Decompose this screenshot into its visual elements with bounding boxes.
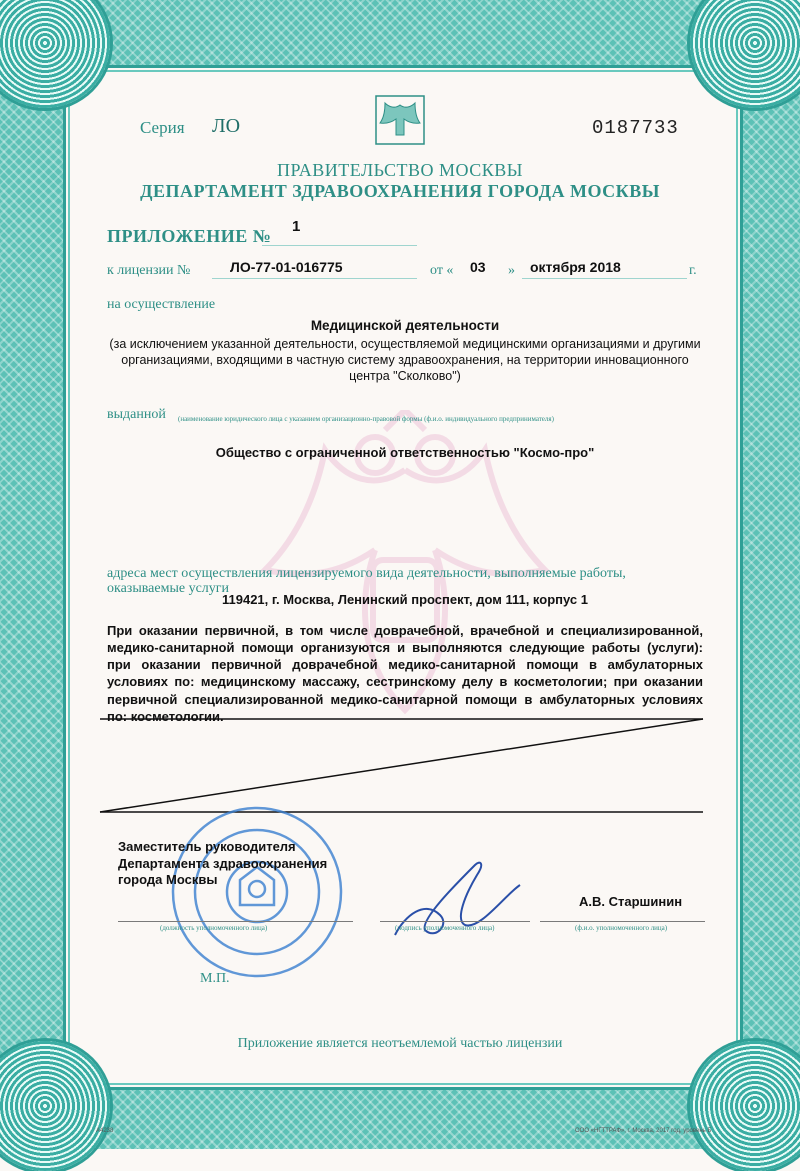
date-day: 03 — [470, 259, 486, 275]
address-label: адреса мест осуществления лицензируемого вида деятельности, выполняемые работы, оказываемые услуги — [107, 566, 626, 597]
date-from-label: от « — [430, 263, 454, 278]
issued-to-label: выданной — [107, 407, 166, 422]
signature-line — [380, 921, 530, 922]
name-line — [540, 921, 705, 922]
appendix-label: ПРИЛОЖЕНИЕ № — [107, 226, 272, 246]
works-list: При оказании первичной, в том числе доврачебной, врачебной и специализированной, медико-санитарной помощи организуются и выполняются следующие работы (услуги): при оказании первичной доврачебной медико-санитарной помощи в амбулаторных условиях по: медицинскому массажу, сестринскому делу в косметологии; при оказании первичной специализированной медико-санитарной помощи в амбулаторных условиях по: косметологии. — [107, 623, 703, 724]
position-line — [118, 921, 353, 922]
activity-label: на осуществление — [107, 297, 216, 312]
issued-to-hint: (наименование юридического лица с указанием организационно-правовой формы (ф.и.о. индивидуального предпринимателя) — [178, 415, 554, 423]
footer-note: Приложение является неотъемлемой частью лицензии — [237, 1036, 563, 1051]
activity-note: (за исключением указанной деятельности, осуществляемой медицинскими организациями и другими организациями, входящими в частную систему здравоохранения, на территории инновационного центра "Сколково") — [109, 337, 701, 383]
signer-name: А.В. Старшинин — [579, 894, 683, 909]
appendix-number: 1 — [292, 218, 301, 235]
government-title: ПРАВИТЕЛЬСТВО МОСКВЫ — [276, 160, 523, 180]
organization-name: Общество с ограниченной ответственностью "Космо-про" — [215, 445, 595, 460]
series-label: Серия — [140, 118, 185, 137]
signer-position: Заместитель руководителя Департамента здравоохранения города Москвы — [118, 839, 328, 888]
blank-number: 0187733 — [592, 117, 679, 139]
license-number: ЛО-77-01-016775 — [230, 259, 343, 275]
position-hint: (должность уполномоченного лица) — [160, 924, 268, 932]
print-code-right: ООО «НГТТРАФ», г. Москва, 2017 год, уровень Б — [575, 1128, 712, 1134]
license-label: к лицензии № — [107, 263, 191, 278]
official-seal — [170, 805, 345, 980]
activity-name: Медицинской деятельности — [310, 318, 500, 333]
series-value: ЛО — [212, 115, 241, 137]
name-hint: (ф.и.о. уполномоченного лица) — [575, 924, 668, 932]
address-value: 119421, г. Москва, Ленинский проспект, дом 111, корпус 1 — [222, 592, 588, 607]
print-code-left: А4238 — [96, 1128, 114, 1134]
year-suffix: г. — [689, 263, 697, 278]
handwritten-signature — [385, 855, 525, 950]
department-title: ДЕПАРТАМЕНТ ЗДРАВООХРАНЕНИЯ ГОРОДА МОСКВЫ — [140, 181, 660, 201]
date-month-year: октября 2018 — [530, 259, 621, 275]
seal-place-label: М.П. — [200, 971, 230, 986]
signature-hint: (подпись уполномоченного лица) — [395, 924, 495, 932]
date-day-close: » — [508, 263, 515, 278]
